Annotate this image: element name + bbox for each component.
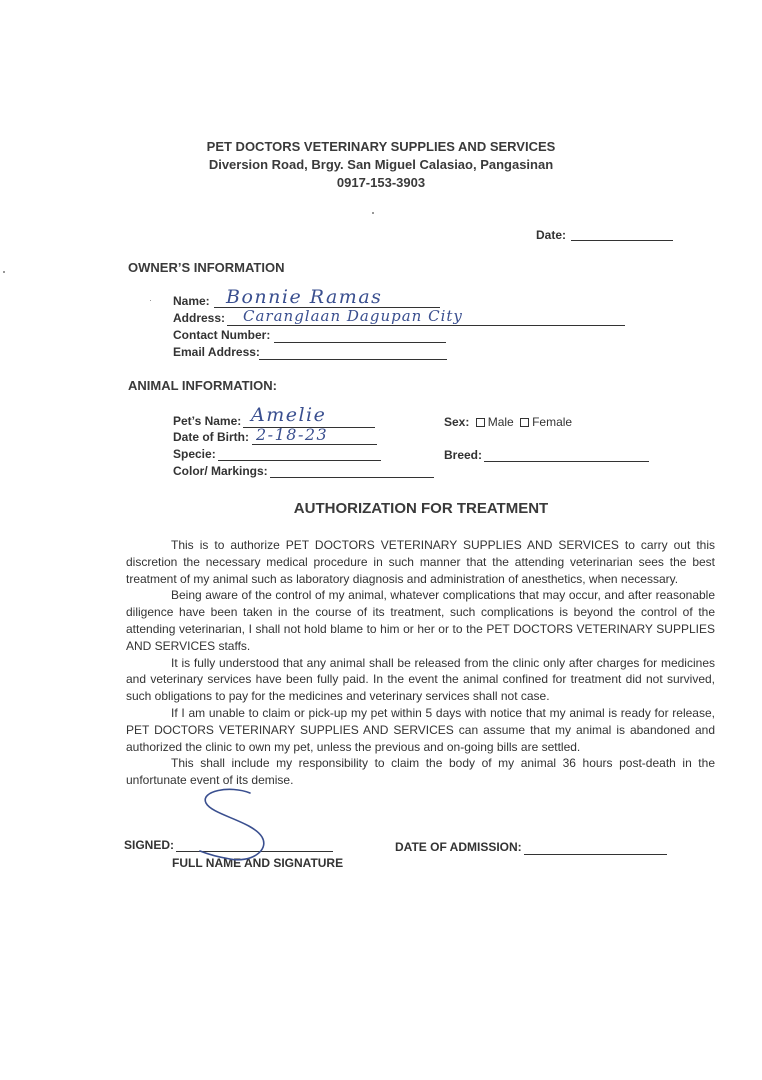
- animal-info-heading: ANIMAL INFORMATION:: [128, 378, 277, 393]
- owner-address-label: Address:: [173, 311, 226, 325]
- clinic-address: Diversion Road, Brgy. San Miguel Calasiao, Pangasinan: [208, 157, 554, 172]
- date-field[interactable]: [571, 240, 673, 241]
- full-name-signature-label: FULL NAME AND SIGNATURE: [172, 856, 344, 870]
- contact-number-field[interactable]: [274, 342, 446, 343]
- authorization-paragraph: If I am unable to claim or pick-up my pet within 5 days with notice that my animal is ready for release, PET DOCTORS VETERINARY SUPPLIES AND SERVICES can assume that my animal is abandoned and authorized the clinic to own my pet, unless the previous and on-going bills are settled.: [126, 705, 715, 754]
- specie-label: Specie:: [173, 447, 216, 461]
- authorization-paragraph: Being aware of the control of my animal, whatever complications that may occur, and after reasonable diligence have been taken in the course of its treatment, such complications is beyond the control of the attending veterinarian, I shall not hold blame to him or her or to the PET DOCTORS VETERINARY SUPPLIES AND SERVICES staffs.: [126, 588, 715, 653]
- contact-number-label: Contact Number:: [173, 328, 271, 342]
- sex-selector: [444, 415, 572, 429]
- color-markings-label: Color/ Markings:: [173, 464, 268, 478]
- handwritten-signature: [190, 785, 280, 865]
- authorization-paragraph: It is fully understood that any animal shall be released from the clinic only after charges for medicines and veterinary services have been fully paid. In the event the animal confined for treatment did not survived, such obligations to pay for the medicines and veterinary services shall not case.: [126, 655, 715, 704]
- scan-speck: [3, 271, 5, 273]
- dob-value: 2-18-23: [256, 425, 329, 444]
- owner-info-heading: OWNER’S INFORMATION: [128, 260, 285, 275]
- male-option-label: Male: [487, 415, 514, 429]
- clinic-phone: 0917-153-3903: [336, 175, 426, 190]
- male-checkbox[interactable]: [476, 418, 485, 427]
- pet-name-value: Amelie: [251, 404, 327, 426]
- scan-speck: [372, 212, 374, 214]
- authorization-body: [126, 537, 715, 789]
- female-option-label: Female: [532, 415, 573, 429]
- email-address-field[interactable]: [259, 359, 447, 360]
- clinic-name: PET DOCTORS VETERINARY SUPPLIES AND SERVICES: [206, 139, 556, 154]
- scan-speck: [150, 300, 151, 301]
- date-label: Date:: [536, 228, 567, 242]
- authorization-title: AUTHORIZATION FOR TREATMENT: [293, 500, 549, 517]
- owner-name-label: Name:: [173, 294, 210, 308]
- authorization-paragraph: This is to authorize PET DOCTORS VETERINARY SUPPLIES AND SERVICES to carry out this discretion the necessary medical procedure in such manner that the attending veterinarian sees the best treatment of my animal such as laboratory diagnosis and administration of anesthetics, when necessary.: [126, 538, 715, 586]
- color-markings-field[interactable]: [270, 477, 434, 478]
- specie-field[interactable]: [218, 460, 381, 461]
- date-of-admission-label: DATE OF ADMISSION:: [395, 840, 522, 854]
- email-address-label: Email Address:: [173, 345, 260, 359]
- female-checkbox[interactable]: [520, 418, 529, 427]
- sex-label: Sex:: [444, 415, 470, 429]
- dob-label: Date of Birth:: [173, 430, 249, 444]
- breed-label: Breed:: [444, 448, 483, 462]
- dob-field[interactable]: [252, 444, 377, 445]
- authorization-paragraph: This shall include my responsibility to claim the body of my animal 36 hours post-death in the unfortunate event of its demise.: [126, 756, 715, 788]
- owner-address-field[interactable]: [227, 325, 625, 326]
- pet-name-label: Pet’s Name:: [173, 414, 242, 428]
- signed-label: SIGNED:: [124, 838, 175, 852]
- breed-field[interactable]: [484, 461, 649, 462]
- date-of-admission-field[interactable]: [524, 854, 667, 855]
- owner-name-value: Bonnie Ramas: [226, 286, 383, 308]
- owner-address-value: Caranglaan Dagupan City: [243, 307, 463, 325]
